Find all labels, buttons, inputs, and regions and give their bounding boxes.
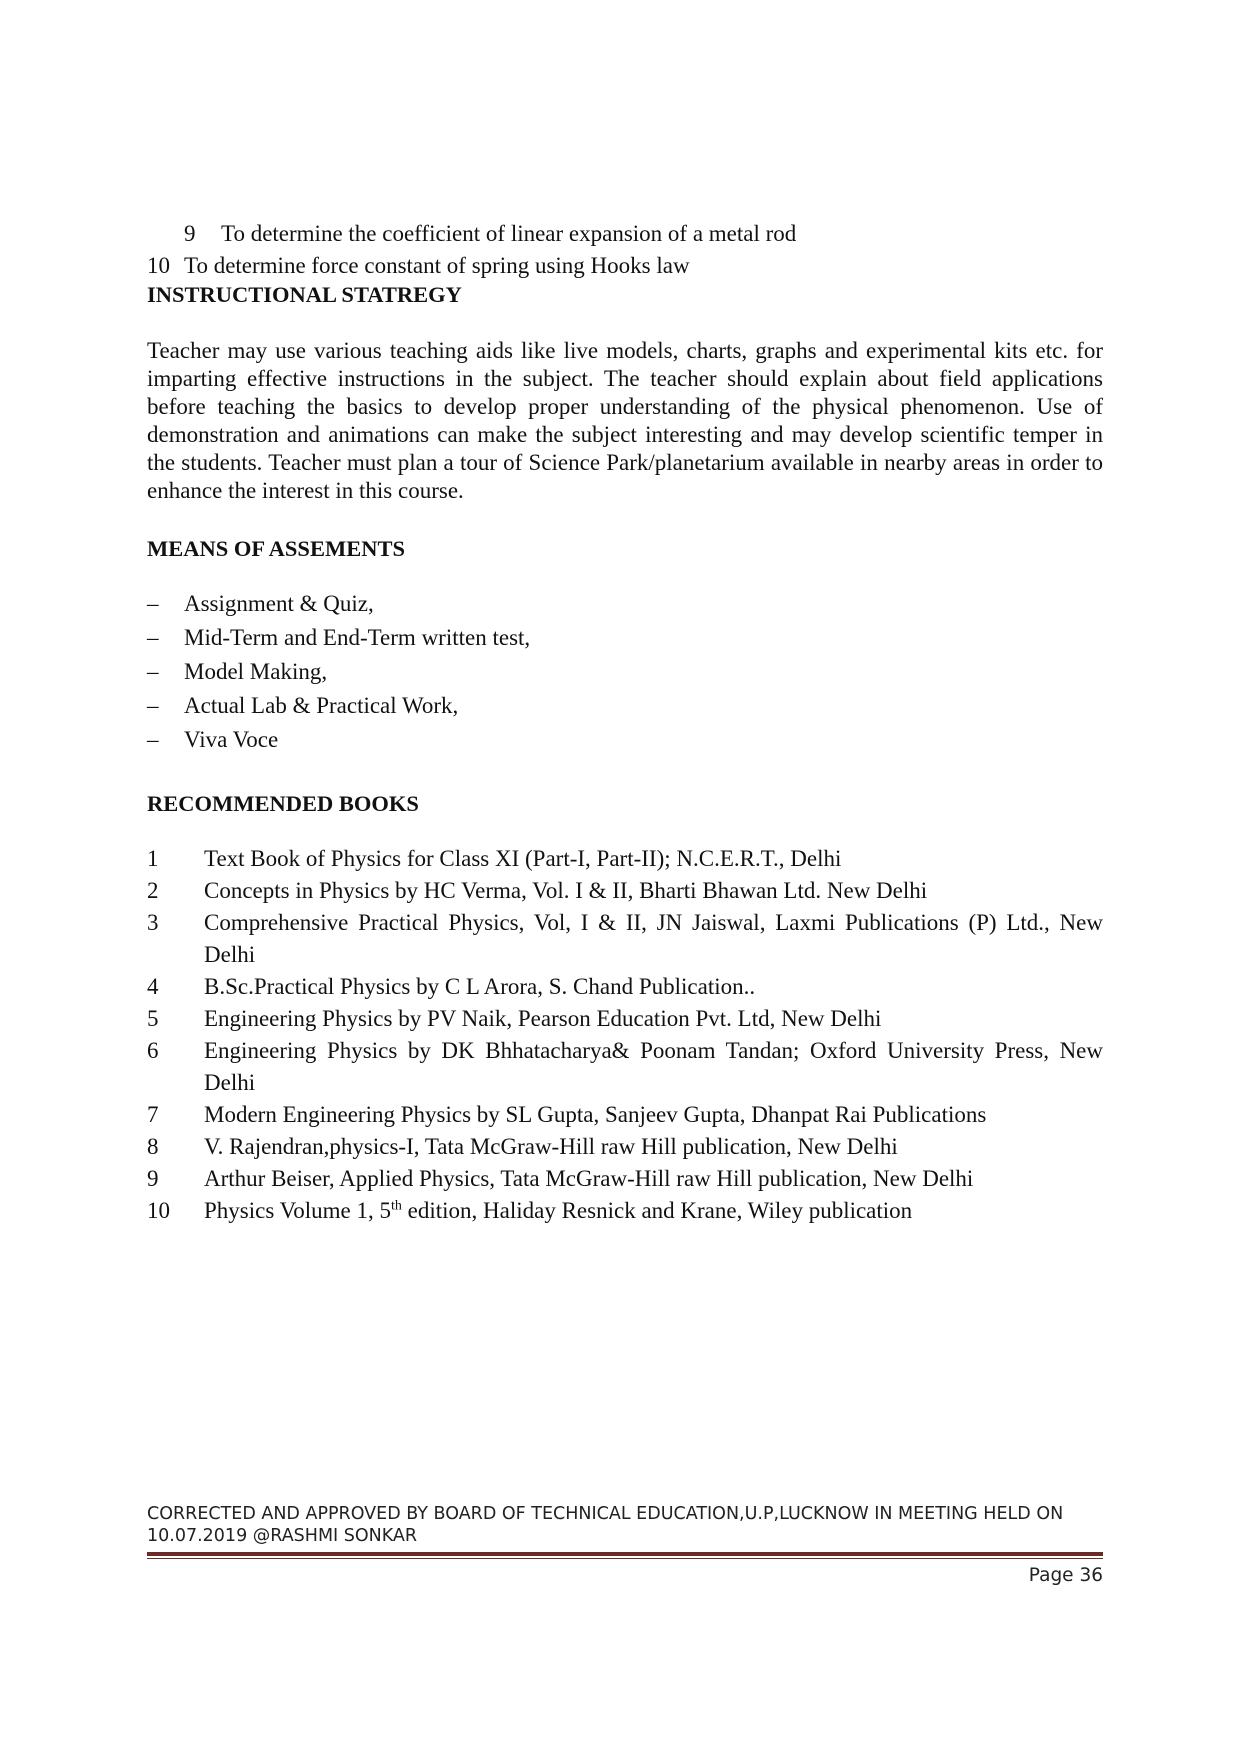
experiment-text: To determine the coefficient of linear expansion of a metal rod	[221, 221, 797, 246]
list-item	[147, 655, 530, 689]
book-item	[147, 1003, 1103, 1035]
book-text: Text Book of Physics for Class XI (Part-I, Part-II); N.C.E.R.T., Delhi	[204, 846, 842, 871]
book-item	[147, 1099, 1103, 1131]
book-item	[147, 843, 1103, 875]
book-text: Comprehensive Practical Physics, Vol, I & II, JN Jaiswal, Laxmi Publications (P) Ltd., New Delhi	[204, 910, 1103, 967]
footer-rule	[147, 1558, 1103, 1559]
experiment-number: 9	[184, 221, 196, 246]
book-item	[147, 875, 1103, 907]
book-item	[147, 1131, 1103, 1163]
list-item	[147, 723, 530, 757]
experiment-text: To determine force constant of spring using Hooks law	[184, 253, 690, 278]
approval-footer	[147, 1503, 1107, 1547]
dash-bullet: –	[147, 659, 159, 684]
book-text: Arthur Beiser, Applied Physics, Tata McGraw-Hill raw Hill publication, New Delhi	[204, 1166, 974, 1191]
dash-bullet: –	[147, 693, 159, 718]
book-text-after: edition, Haliday Resnick and Krane, Wiley publication	[401, 1198, 913, 1223]
recommended-books-list	[147, 843, 1103, 1227]
assessment-item-text: Model Making,	[184, 659, 328, 684]
book-number: 6	[147, 1038, 159, 1063]
book-item	[147, 907, 1103, 971]
book-number: 3	[147, 910, 159, 935]
book-text: Concepts in Physics by HC Verma, Vol. I & II, Bharti Bhawan Ltd. New Delhi	[204, 878, 928, 903]
assessment-heading: MEANS OF ASSEMENTS	[147, 536, 405, 561]
book-number: 9	[147, 1166, 159, 1191]
book-text: Engineering Physics by PV Naik, Pearson Education Pvt. Ltd, New Delhi	[204, 1006, 882, 1031]
book-number: 8	[147, 1134, 159, 1159]
page-number: Page 36	[1028, 1565, 1103, 1586]
approval-line: CORRECTED AND APPROVED BY BOARD OF TECHNICAL EDUCATION,U.P,LUCKNOW IN MEETING HELD ON	[147, 1504, 1064, 1524]
book-item	[147, 1163, 1103, 1195]
instructional-strategy-heading: INSTRUCTIONAL STATREGY	[147, 282, 462, 307]
book-number: 4	[147, 974, 159, 999]
assessment-item-text: Assignment & Quiz,	[184, 591, 374, 616]
instructional-strategy-paragraph: Teacher may use various teaching aids like live models, charts, graphs and experimental kits etc. for imparting effective instructions in the subject. The teacher should explain about field applications before teaching the basics to develop proper understanding of the physical phenomenon. Use of demonstration and animations can make the subject interesting and may develop scientific temper in the students. Teacher must plan a tour of Science Park/planetarium available in nearby areas in order to enhance the interest in this course.	[147, 338, 1103, 503]
list-item	[147, 587, 530, 621]
book-item	[147, 1035, 1103, 1099]
recommended-books-heading: RECOMMENDED BOOKS	[147, 791, 419, 816]
experiment-number: 10	[147, 253, 170, 278]
footer-rule	[147, 1552, 1103, 1556]
book-item	[147, 1195, 1103, 1227]
book-item	[147, 971, 1103, 1003]
book-number: 5	[147, 1006, 159, 1031]
book-number: 1	[147, 846, 159, 871]
book-text-before: Physics Volume 1, 5	[204, 1198, 392, 1223]
dash-bullet: –	[147, 625, 159, 650]
dash-bullet: –	[147, 591, 159, 616]
book-text: V. Rajendran,physics-I, Tata McGraw-Hill raw Hill publication, New Delhi	[204, 1134, 898, 1159]
dash-bullet: –	[147, 727, 159, 752]
book-text: B.Sc.Practical Physics by C L Arora, S. Chand Publication..	[204, 974, 756, 999]
assessment-list	[147, 587, 530, 757]
approval-line: 10.07.2019 @RASHMI SONKAR	[147, 1526, 418, 1546]
assessment-item-text: Mid-Term and End-Term written test,	[184, 625, 531, 650]
experiment-item	[147, 252, 690, 280]
experiment-item	[184, 220, 796, 248]
book-text: Modern Engineering Physics by SL Gupta, Sanjeev Gupta, Dhanpat Rai Publications	[204, 1102, 987, 1127]
book-number: 10	[147, 1198, 170, 1223]
book-number: 7	[147, 1102, 159, 1127]
list-item	[147, 689, 530, 723]
list-item	[147, 621, 530, 655]
book-text-superscript: th	[391, 1198, 402, 1214]
book-number: 2	[147, 878, 159, 903]
book-text: Engineering Physics by DK Bhhatacharya& Poonam Tandan; Oxford University Press, New Delhi	[204, 1038, 1103, 1095]
assessment-item-text: Viva Voce	[184, 727, 279, 752]
assessment-item-text: Actual Lab & Practical Work,	[184, 693, 459, 718]
